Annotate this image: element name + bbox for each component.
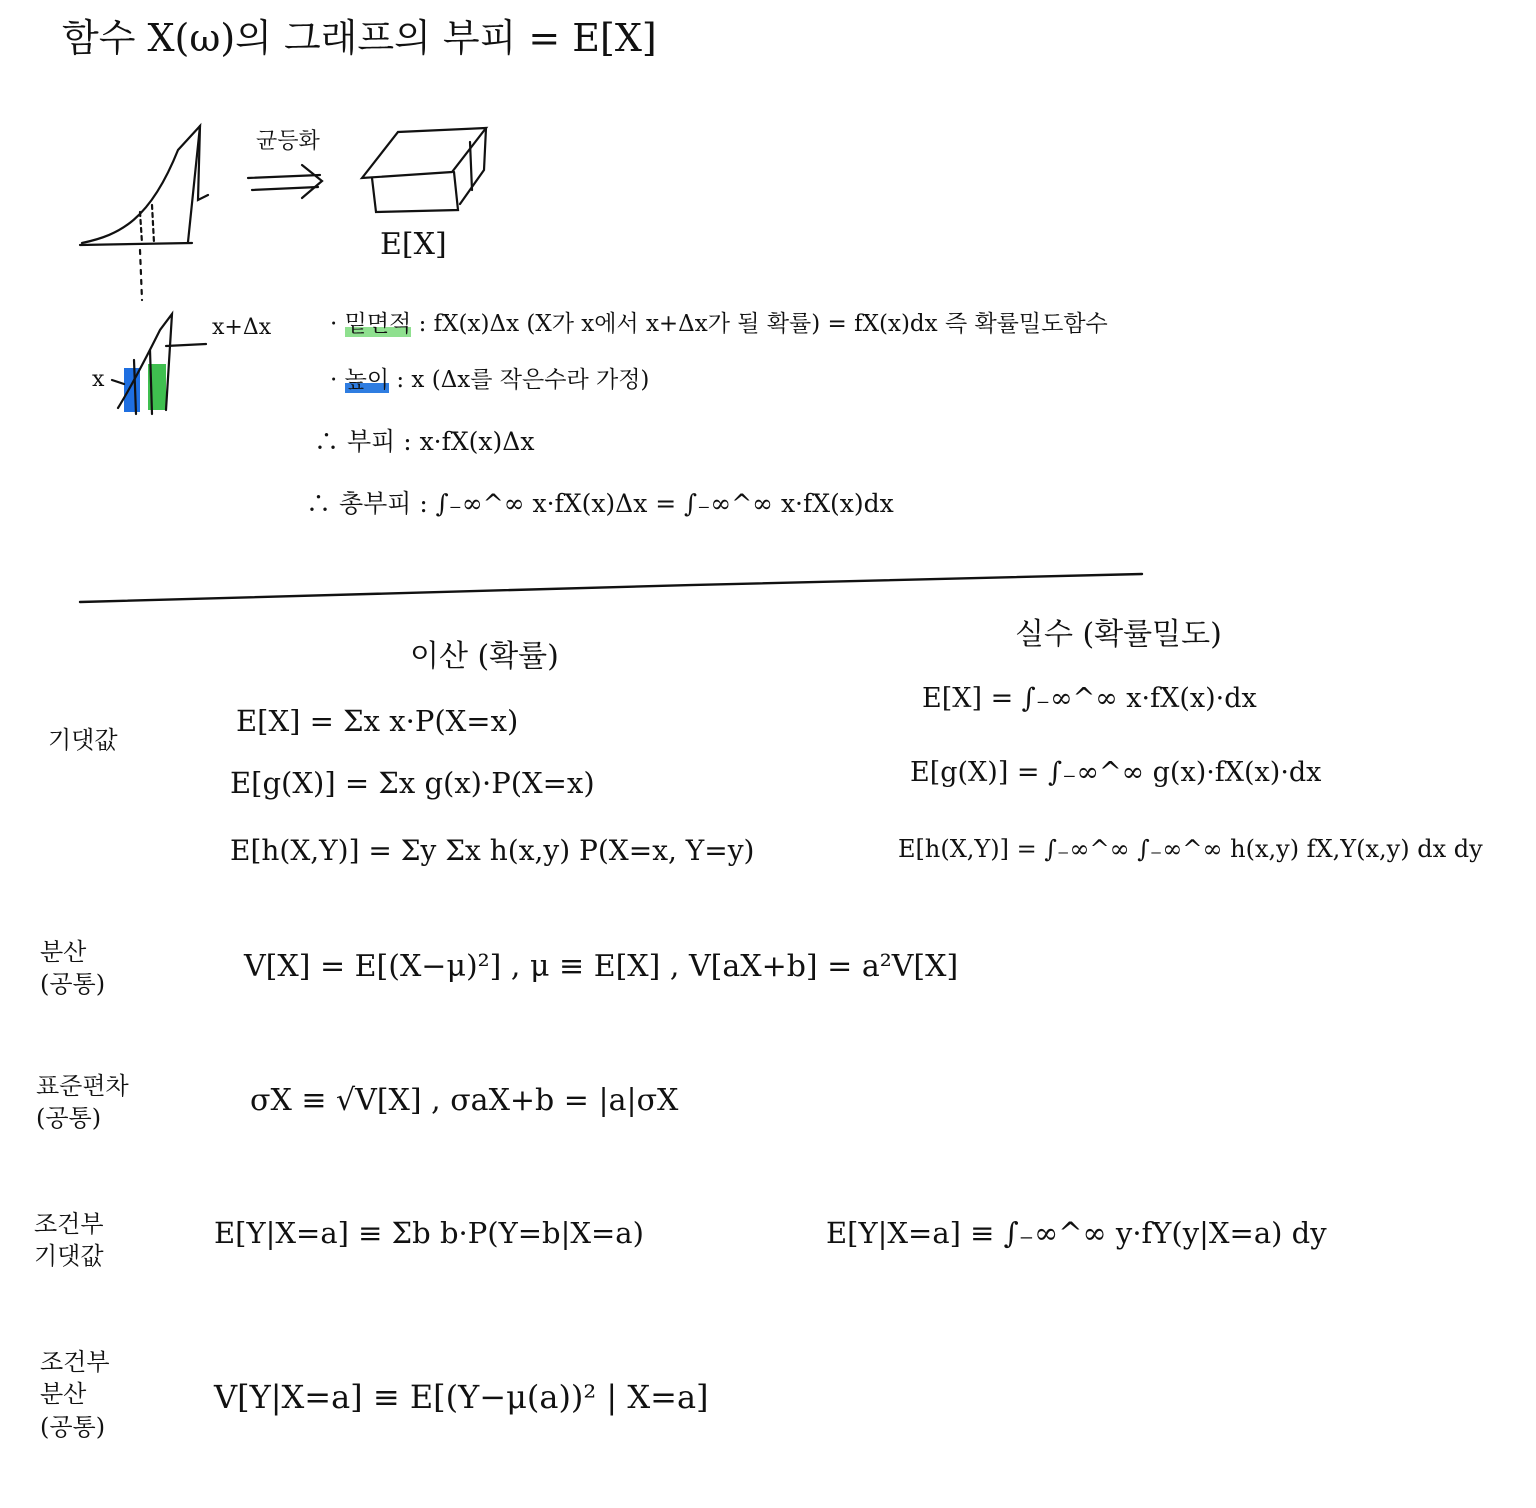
cond-expectation-discrete: E[Y|X=a] ≡ Σb b·P(Y=b|X=a) (214, 1216, 644, 1250)
base-area-expr: : fX(x)Δx (X가 x에서 x+Δx가 될 확률) = fX(x)dx 즉 확률밀도함수 (418, 311, 1108, 337)
stddev-formula: σX ≡ √V[X] , σaX+b = |a|σX (250, 1083, 679, 1118)
arrow-icon (248, 165, 322, 198)
x-label: x (92, 367, 105, 392)
discrete-g-expectation: E[g(X)] = Σx g(x)·P(X=x) (230, 766, 595, 800)
discrete-expectation: E[X] = Σx x·P(X=x) (236, 704, 519, 738)
column-discrete: 이산 (확률) (410, 639, 559, 674)
row-label-cond-variance: 조건부 분산 (공통) (40, 1348, 110, 1441)
row-label-variance: 분산 (공통) (40, 938, 106, 999)
arrow-label: 균등화 (256, 129, 320, 154)
base-area-line: · 밑면적 : fX(x)Δx (X가 x에서 x+Δx가 될 확률) = fX(x)dx 즉 확률밀도함수 (330, 311, 1108, 337)
total-volume-line: ∴ 총부피 : ∫₋∞^∞ x·fX(x)Δx = ∫₋∞^∞ x·fX(x)dx (306, 489, 894, 518)
cond-variance-formula: V[Y|X=a] ≡ E[(Y−μ(a))² | X=a] (214, 1378, 709, 1416)
variance-formula: V[X] = E[(X−μ)²] , μ ≡ E[X] , V[aX+b] = a²V[X] (244, 949, 959, 984)
density-curve-sketch (80, 126, 208, 300)
row-label-expectation: 기댓값 (48, 726, 118, 754)
height-label: 높이 (344, 367, 390, 393)
divider-line (80, 574, 1142, 602)
cond-expectation-continuous: E[Y|X=a] ≡ ∫₋∞^∞ y·fY(y|X=a) dy (826, 1216, 1327, 1250)
box-sketch (362, 128, 486, 212)
row-label-stddev: 표준편차 (공통) (36, 1072, 129, 1133)
page-title: 함수 X(ω)의 그래프의 부피 = E[X] (62, 16, 657, 60)
continuous-g-expectation: E[g(X)] = ∫₋∞^∞ g(x)·fX(x)·dx (910, 757, 1322, 788)
continuous-h-expectation: E[h(X,Y)] = ∫₋∞^∞ ∫₋∞^∞ h(x,y) fX,Y(x,y) dx dy (898, 835, 1483, 863)
height-expr: : x (Δx를 작은수라 가정) (396, 367, 650, 393)
base-area-label: 밑면적 (344, 311, 412, 337)
column-continuous: 실수 (확률밀도) (1015, 617, 1222, 652)
slice-sketch (112, 314, 206, 414)
height-line: · 높이 : x (Δx를 작은수라 가정) (330, 367, 650, 393)
x-dx-label: x+Δx (212, 315, 272, 340)
box-label: E[X] (380, 227, 447, 262)
discrete-h-expectation: E[h(X,Y)] = Σy Σx h(x,y) P(X=x, Y=y) (230, 834, 755, 867)
volume-line: ∴ 부피 : x·fX(x)Δx (314, 427, 535, 456)
continuous-expectation: E[X] = ∫₋∞^∞ x·fX(x)·dx (922, 683, 1257, 714)
row-label-cond-expectation: 조건부 기댓값 (34, 1210, 104, 1271)
